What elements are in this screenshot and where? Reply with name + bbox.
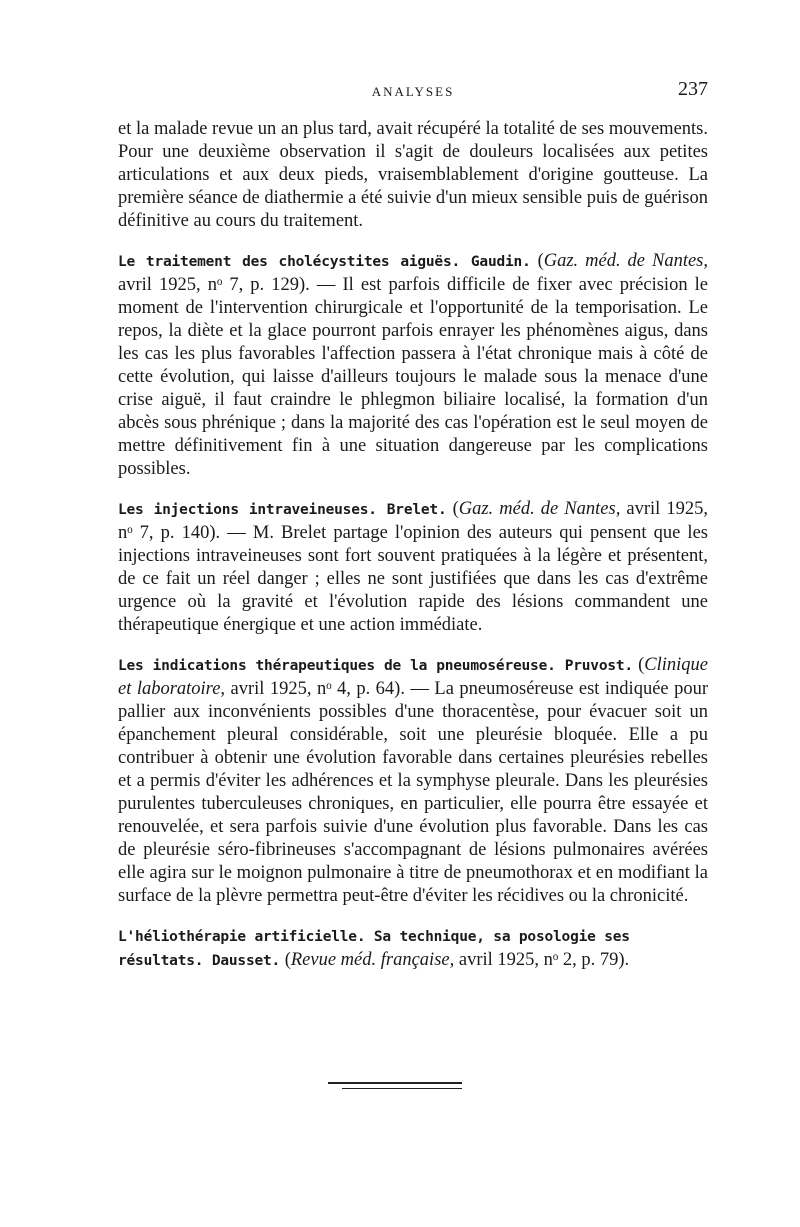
- journal-name: Revue méd. française,: [290, 950, 455, 970]
- citation: (Gaz. méd. de Nantes, avril 1925, nᵒ 7, p. 129).: [118, 251, 709, 295]
- rule-line: [342, 1088, 462, 1089]
- citation: (Gaz. méd. de Nantes, avril 1925, nᵒ 7, p. 140).: [118, 499, 709, 543]
- article-cholecystites: [118, 250, 708, 481]
- paragraph-body: — Il est parfois difficile de fixer avec précision le moment de l'intervention chirurgicale et l'opportunité de la temporisation. Le repos, la diète et la glace pourront parfois enrayer les phénomènes aigus, dans les cas les plus favorables l'affection passera à l'état chronique mais à côté de cette évolution, qui laisse d'ailleurs toujours le malade sous la menace d'une crise aiguë, il faut craindre le phlegmon biliaire localisé, la formation d'un abcès sous phrénique ; dans la majorité des cas l'opération est le seul moyen de mettre définitivement fin à une situation dangereuse par les complications possibles.: [118, 275, 708, 479]
- citation-details: avril 1925, nᵒ 2, p. 79).: [454, 950, 630, 970]
- rule-line: [328, 1082, 462, 1084]
- citation: (Clinique et laboratoire, avril 1925, nᵒ 4, p. 64).: [118, 655, 708, 699]
- continuation-paragraph: [118, 118, 708, 233]
- running-title: ANALYSES: [371, 84, 455, 99]
- article-title: Le traitement des cholécystites aiguës. Gaudin.: [118, 254, 531, 270]
- text-body: [118, 118, 708, 973]
- paragraph-body: et la malade revue un an plus tard, avait récupéré la totalité de ses mouvements. Pour une deuxième observation il s'agit de douleurs localisées aux petites articulations et aux deux pieds, vraisemblablement d'origine goutteuse. La première séance de diathermie a été suivie d'un mieux sensible puis de guérison définitive au cours du traitement.: [118, 119, 708, 231]
- page-number: 237: [678, 78, 708, 100]
- citation-details: avril 1925, nᵒ 4, p. 64).: [225, 679, 405, 699]
- article-title: Les injections intraveineuses. Brelet.: [118, 502, 447, 518]
- article-pneumoséreuse: [118, 654, 708, 908]
- page-header: [118, 78, 708, 108]
- end-rule-divider: [328, 1082, 462, 1093]
- article-heliotherapie: [118, 925, 708, 973]
- article-title: Les indications thérapeutiques de la pneumoséreuse. Pruvost.: [118, 658, 633, 674]
- article-injections: [118, 498, 708, 637]
- paragraph-body: — La pneumoséreuse est indiquée pour pallier aux inconvénients possibles d'une thoracentèse, pour évacuer soit un épanchement pleural considérable, soit une pleurésie bloquée. Elle a pu contribuer à obtenir une évolution favorable dans certaines pleurésies rebelles et a permis d'éviter les adhérences et la symphyse pleurale. Dans les pleurésies purulentes tuberculeuses chroniques, en particulier, elle pourra être essayée et renouvelée, et sera parfois suivie d'une évolution plus favorable. Dans les cas de pleurésie séro-fibrineuses s'accompagnant de lésions pulmonaires avérées elle agira sur le moignon pulmonaire à titre de pneumothorax et en modifiant la surface de la plèvre permettra peut-être d'éviter les récidives ou la chronicité.: [118, 679, 708, 906]
- journal-name: Gaz. méd. de Nantes,: [458, 499, 621, 519]
- paragraph-body: — M. Brelet partage l'opinion des auteurs qui pensent que les injections intraveineuses sont fort souvent pratiquées à la légère et présentent, de ce fait un réel danger ; elles ne sont justifiées que dans les cas d'extrême urgence où la gravité et l'évolution rapide des lésions commandent une thérapeutique énergique et une action immédiate.: [118, 523, 708, 635]
- journal-name: Gaz. méd. de Nantes,: [543, 251, 709, 271]
- citation-details: avril 1925, nᵒ 7, p. 129).: [118, 275, 310, 295]
- citation-details: avril 1925, nᵒ 7, p. 140).: [118, 499, 709, 543]
- journal-name: Clinique et laboratoire,: [118, 655, 708, 699]
- article-title: L'héliothérapie artificielle. Sa technique, sa posologie ses résultats. Dausset.: [118, 929, 630, 969]
- citation: (Revue méd. française, avril 1925, nᵒ 2, p. 79).: [280, 950, 630, 970]
